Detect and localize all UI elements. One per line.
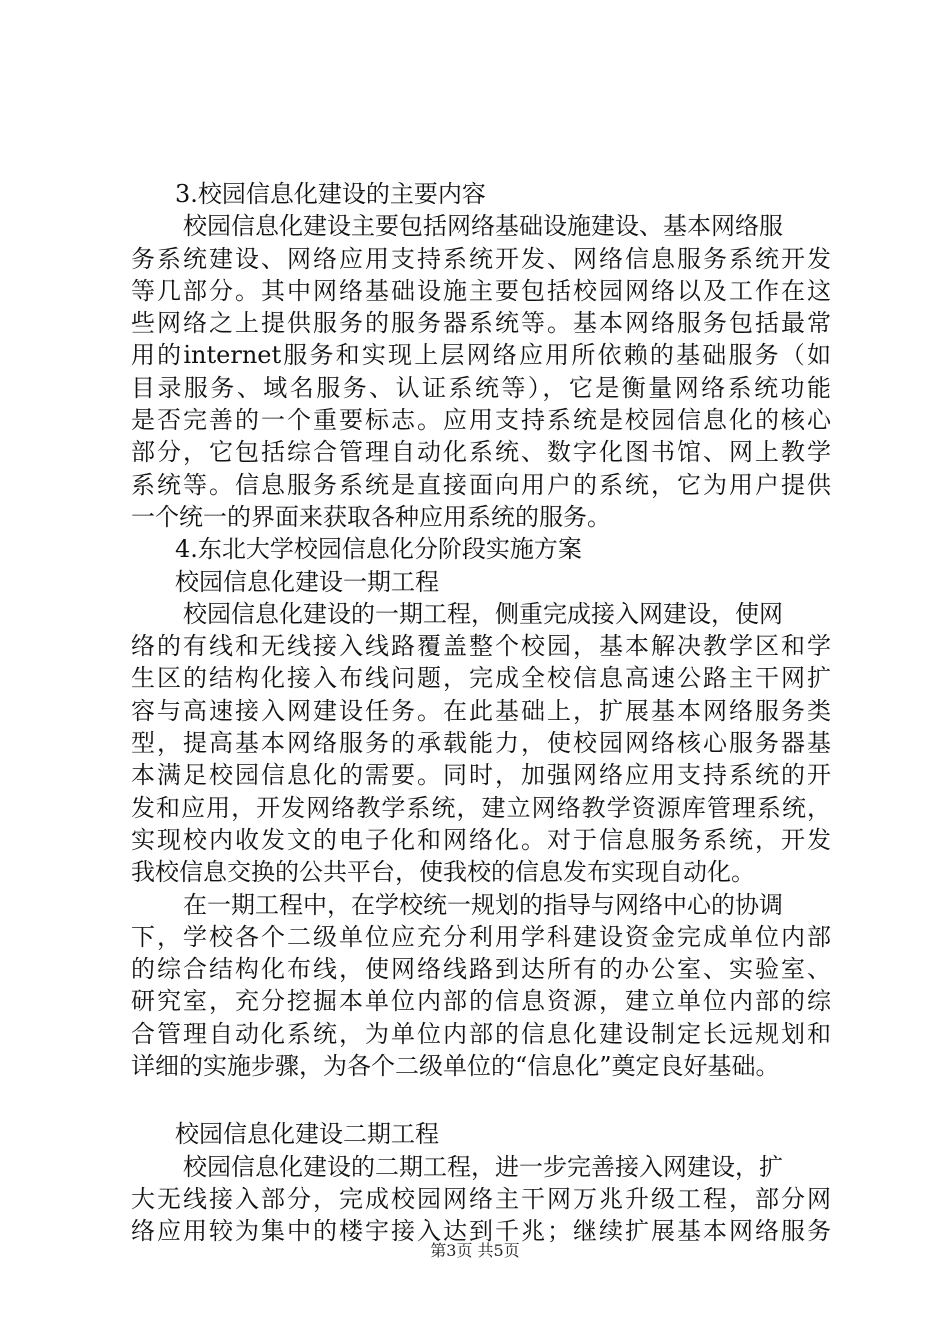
- paragraph-line: 研究室，充分挖掘本单位内部的信息资源，建立单位内部的综: [131, 987, 831, 1016]
- section-3-paragraph: [131, 210, 831, 533]
- phase-1-paragraph-1: [131, 598, 831, 889]
- phase-1-heading: 校园信息化建设一期工程: [175, 567, 439, 596]
- paragraph-line: 等几部分。其中网络基础设施主要包括校园网络以及工作在这: [131, 276, 831, 305]
- paragraph-line: 在一期工程中，在学校统一规划的指导与网络中心的协调: [183, 890, 783, 919]
- phase-1-paragraph-2: [131, 889, 831, 1083]
- phase-2-heading: 校园信息化建设二期工程: [175, 1120, 439, 1149]
- paragraph-gap: [131, 1082, 831, 1118]
- paragraph-line: 络应用较为集中的楼宇接入达到千兆；继续扩展基本网络服务: [131, 1217, 831, 1246]
- paragraph-line: 务系统建设、网络应用支持系统开发、网络信息服务系统开发: [131, 244, 831, 273]
- paragraph-line: 生区的结构化接入布线问题，完成全校信息高速公路主干网扩: [131, 664, 831, 693]
- paragraph-line: 大无线接入部分，完成校园网络主干网万兆升级工程，部分网: [131, 1184, 831, 1213]
- paragraph-line: 的综合结构化布线，使网络线路到达所有的办公室、实验室、: [131, 955, 831, 984]
- document-body: [131, 178, 831, 1248]
- paragraph-line: 下，学校各个二级单位应充分利用学科建设资金完成单位内部: [131, 922, 831, 951]
- paragraph-line: 一个统一的界面来获取各种应用系统的服务。: [131, 502, 611, 531]
- paragraph-line: 用的internet服务和实现上层网络应用所依赖的基础服务（如: [131, 341, 831, 370]
- section-4-heading: 4.东北大学校园信息化分阶段实施方案: [175, 535, 582, 564]
- paragraph-line: 容与高速接入网建设任务。在此基础上，扩展基本网络服务类: [131, 696, 831, 725]
- page-footer: [0, 1240, 950, 1262]
- paragraph-line: 型，提高基本网络服务的承载能力，使校园网络核心服务器基: [131, 729, 831, 758]
- paragraph-line: 详细的实施步骤，为各个二级单位的“信息化”奠定良好基础。: [131, 1052, 780, 1081]
- paragraph-line: 些网络之上提供服务的服务器系统等。基本网络服务包括最常: [131, 309, 831, 338]
- paragraph-line: 发和应用，开发网络教学系统，建立网络教学资源库管理系统，: [131, 793, 831, 822]
- phase-2-paragraph-1: [131, 1151, 831, 1248]
- paragraph-line: 部分，它包括综合管理自动化系统、数字化图书馆、网上教学: [131, 438, 831, 467]
- paragraph-line: 校园信息化建设的一期工程，侧重完成接入网建设，使网: [183, 599, 783, 628]
- paragraph-line: 我校信息交换的公共平台，使我校的信息发布实现自动化。: [131, 858, 755, 887]
- section-3-heading: 3.校园信息化建设的主要内容: [175, 180, 486, 208]
- paragraph-line: 校园信息化建设主要包括网络基础设施建设、基本网络服: [183, 212, 783, 241]
- paragraph-line: 系统等。信息服务系统是直接面向用户的系统，它为用户提供: [131, 470, 831, 499]
- paragraph-line: 校园信息化建设的二期工程，进一步完善接入网建设，扩: [183, 1152, 783, 1181]
- paragraph-line: 合管理自动化系统，为单位内部的信息化建设制定长远规划和: [131, 1019, 831, 1048]
- paragraph-line: 实现校内收发文的电子化和网络化。对于信息服务系统，开发: [131, 825, 831, 854]
- paragraph-line: 络的有线和无线接入线路覆盖整个校园，基本解决教学区和学: [131, 632, 831, 661]
- paragraph-line: 是否完善的一个重要标志。应用支持系统是校园信息化的核心: [131, 406, 831, 435]
- page-number-label: 第3页 共5页: [430, 1241, 520, 1260]
- paragraph-line: 目录服务、域名服务、认证系统等），它是衡量网络系统功能: [131, 373, 831, 402]
- paragraph-line: 本满足校园信息化的需要。同时，加强网络应用支持系统的开: [131, 761, 831, 790]
